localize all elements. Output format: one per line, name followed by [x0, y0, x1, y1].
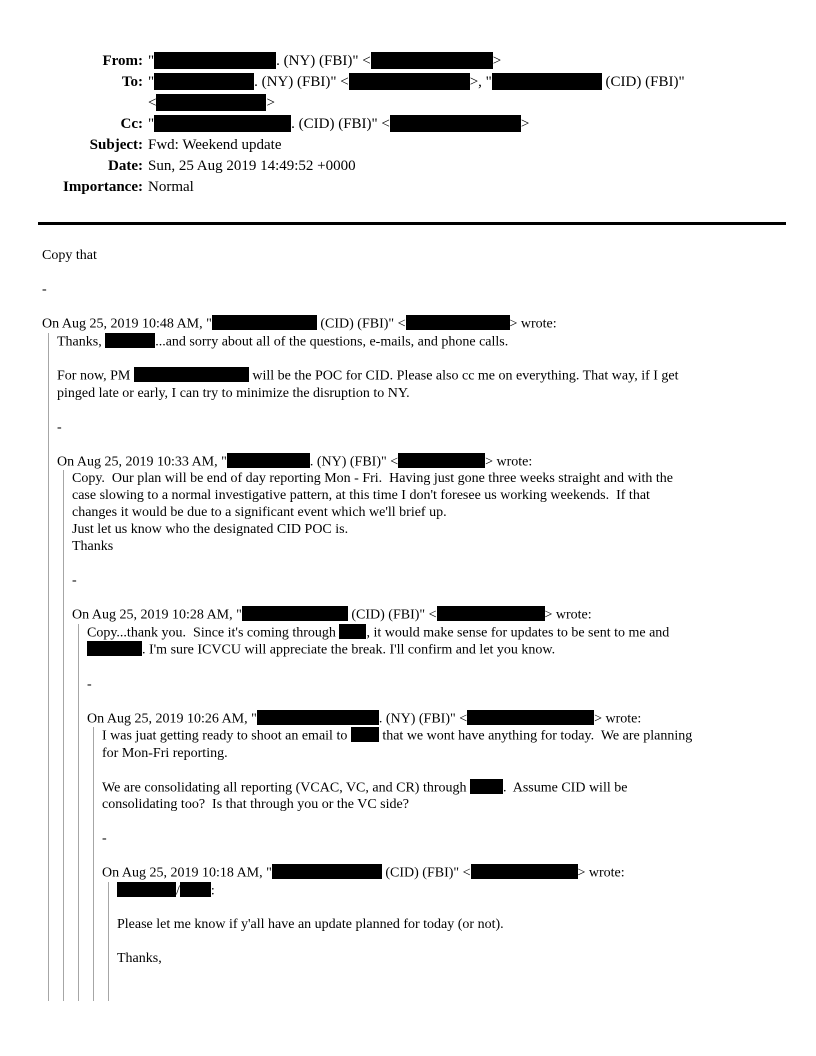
text-line: Copy that	[42, 248, 97, 263]
text-line: -	[102, 831, 107, 846]
header-row-cc	[38, 114, 778, 135]
redaction-box	[492, 73, 602, 90]
email-body	[42, 247, 778, 1001]
text-line	[42, 298, 778, 315]
text-segment: > wrote:	[544, 607, 592, 623]
text-segment: > wrote:	[509, 316, 557, 332]
redaction-box	[242, 606, 348, 621]
text-line: Thanks,	[117, 951, 162, 966]
text-segment: "	[148, 116, 155, 132]
redaction-box	[471, 864, 578, 879]
text-line	[87, 641, 778, 659]
text-line: -	[87, 676, 92, 692]
to-value	[148, 72, 685, 114]
text-line	[57, 367, 778, 385]
redaction-box	[371, 52, 493, 69]
from-label: From:	[102, 53, 143, 69]
text-line	[87, 659, 778, 676]
message-attribution-3	[72, 606, 778, 624]
header-row-from	[38, 51, 778, 72]
reply-intro-text	[42, 247, 778, 315]
text-line	[87, 624, 778, 642]
text-line: Thanks	[72, 539, 114, 554]
text-line: case slowing to a normal investigative pattern, at this time I don't foresee us working weekends. If that	[72, 488, 650, 503]
text-segment: . (NY) (FBI)" <	[309, 454, 399, 469]
message-attribution-1	[42, 315, 778, 333]
text-line	[72, 589, 778, 606]
text-line: Copy. Our plan will be end of day reporting Mon - Fri. Having just gone three weeks straight and with the	[72, 471, 673, 486]
text-line	[57, 402, 778, 419]
text-segment: Thanks,	[57, 334, 106, 349]
redaction-box	[257, 710, 379, 725]
text-segment: We are consolidating all reporting (VCAC, VC, and CR) through	[102, 780, 470, 795]
text-segment: "	[148, 74, 155, 90]
text-line: Please let me know if y'all have an update planned for today (or not).	[117, 917, 504, 932]
text-line	[117, 967, 778, 984]
text-segment: . (NY) (FBI)" <	[254, 74, 349, 90]
redaction-box	[154, 73, 254, 90]
text-segment: On Aug 25, 2019 10:48 AM, "	[42, 316, 212, 332]
redaction-box	[467, 710, 594, 725]
text-line	[148, 72, 685, 93]
text-segment: For now, PM	[57, 368, 134, 384]
redaction-box	[212, 315, 317, 330]
text-segment: On Aug 25, 2019 10:26 AM, "	[87, 711, 257, 726]
text-line	[148, 51, 501, 72]
redaction-box	[339, 624, 366, 639]
redaction-box	[156, 94, 266, 111]
text-segment: /	[176, 883, 180, 898]
text-line: pinged late or early, I can try to minimize the disruption to NY.	[57, 385, 410, 401]
redaction-box	[470, 779, 503, 794]
text-segment: >	[266, 95, 275, 111]
redaction-box	[134, 367, 249, 382]
text-segment: :	[210, 883, 215, 898]
text-line	[117, 899, 778, 916]
text-line: -	[57, 419, 62, 435]
text-line: Just let us know who the designated CID POC is.	[72, 522, 349, 537]
importance-value	[148, 177, 194, 198]
quoted-message-2	[63, 470, 778, 1001]
text-line: -	[72, 573, 77, 588]
subject-label: Subject:	[89, 137, 143, 153]
header-divider	[38, 222, 786, 225]
text-segment: will be the POC for CID. Please also cc me on everything. That way, if I get	[248, 368, 679, 384]
redaction-box	[105, 333, 155, 348]
text-segment: (CID) (FBI)" <	[347, 607, 437, 623]
text-segment: On Aug 25, 2019 10:18 AM, "	[102, 865, 272, 881]
text-line	[57, 333, 778, 351]
text-segment: "	[148, 53, 155, 69]
email-header	[38, 51, 778, 198]
text-segment: I was juat getting ready to shoot an email to	[102, 728, 351, 744]
text-segment: (CID) (FBI)" <	[316, 316, 406, 332]
text-segment: (CID) (FBI)"	[601, 74, 685, 90]
text-segment: > wrote:	[577, 865, 625, 881]
text-line	[102, 727, 778, 745]
message-attribution-2	[57, 453, 778, 471]
message-attribution-4	[87, 710, 778, 728]
redaction-box	[87, 641, 142, 656]
text-line: Sun, 25 Aug 2019 14:49:52 +0000	[148, 158, 356, 174]
redaction-box	[227, 453, 310, 468]
text-segment: . (CID) (FBI)" <	[291, 116, 390, 132]
to-label: To:	[121, 74, 143, 90]
quoted-message-1	[48, 333, 778, 1002]
message-content-1	[57, 333, 778, 453]
redaction-box	[272, 864, 382, 879]
redaction-box	[437, 606, 545, 621]
text-segment: (CID) (FBI)" <	[381, 865, 471, 881]
text-line	[117, 882, 778, 900]
redaction-box	[351, 727, 379, 742]
text-line	[72, 555, 778, 572]
redaction-box	[398, 453, 485, 468]
message-attribution-5	[102, 864, 778, 882]
redaction-box	[406, 315, 510, 330]
quoted-message-3	[78, 624, 778, 1002]
text-line: Fwd: Weekend update	[148, 137, 282, 153]
text-line: changes it would be due to a significant event which we'll brief up.	[72, 505, 447, 520]
cc-label: Cc:	[120, 116, 143, 132]
text-segment: . Assume CID will be	[503, 780, 628, 795]
text-line: -	[42, 282, 47, 297]
header-row-date	[38, 156, 778, 177]
text-segment: >, "	[469, 74, 492, 90]
text-segment: ...and sorry about all of the questions, e-mails, and phone calls.	[155, 334, 509, 349]
text-segment: . (NY) (FBI)" <	[378, 711, 468, 726]
text-segment: Copy...thank you. Since it's coming through	[87, 625, 340, 640]
text-line	[102, 813, 778, 830]
text-line	[102, 762, 778, 779]
cc-value	[148, 114, 529, 135]
text-segment: On Aug 25, 2019 10:28 AM, "	[72, 607, 242, 623]
text-segment: On Aug 25, 2019 10:33 AM, "	[57, 454, 227, 469]
text-segment: >	[520, 116, 530, 132]
text-line	[102, 779, 778, 797]
subject-value	[148, 135, 281, 156]
text-line	[102, 847, 778, 864]
message-content-4	[102, 727, 778, 864]
text-segment: > wrote:	[594, 711, 642, 726]
redaction-box	[154, 115, 291, 132]
text-line	[148, 93, 685, 114]
redaction-box	[117, 882, 176, 897]
text-segment: >	[492, 53, 502, 69]
redaction-box	[349, 73, 470, 90]
text-line	[148, 114, 529, 135]
text-segment: <	[148, 95, 157, 111]
quoted-message-4	[93, 727, 778, 1001]
text-line: Normal	[148, 179, 194, 195]
text-line: consolidating too? Is that through you or the VC side?	[102, 797, 409, 812]
from-value	[148, 51, 501, 72]
redaction-box	[154, 52, 276, 69]
header-row-to	[38, 72, 778, 114]
message-content-3	[87, 624, 778, 710]
text-line	[117, 984, 778, 1001]
text-line	[57, 350, 778, 367]
text-line: for Mon-Fri reporting.	[102, 745, 228, 761]
text-segment: that we wont have anything for today. We are planning	[378, 728, 693, 744]
message-content-5	[117, 882, 778, 1002]
header-row-subject	[38, 135, 778, 156]
text-segment: . (NY) (FBI)" <	[276, 53, 371, 69]
date-value	[148, 156, 356, 177]
quoted-message-5	[108, 882, 778, 1002]
importance-label: Importance:	[63, 179, 143, 195]
redaction-box	[180, 882, 211, 897]
text-segment: , it would make sense for updates to be sent to me and	[366, 625, 670, 640]
text-line	[57, 436, 778, 453]
text-segment: > wrote:	[485, 454, 533, 469]
text-line	[42, 264, 778, 281]
message-content-2	[72, 470, 778, 606]
redaction-box	[390, 115, 521, 132]
text-line	[87, 693, 778, 710]
header-row-importance	[38, 177, 778, 198]
text-line	[117, 933, 778, 950]
text-segment: . I'm sure ICVCU will appreciate the break. I'll confirm and let you know.	[142, 642, 556, 658]
date-label: Date:	[108, 158, 143, 174]
